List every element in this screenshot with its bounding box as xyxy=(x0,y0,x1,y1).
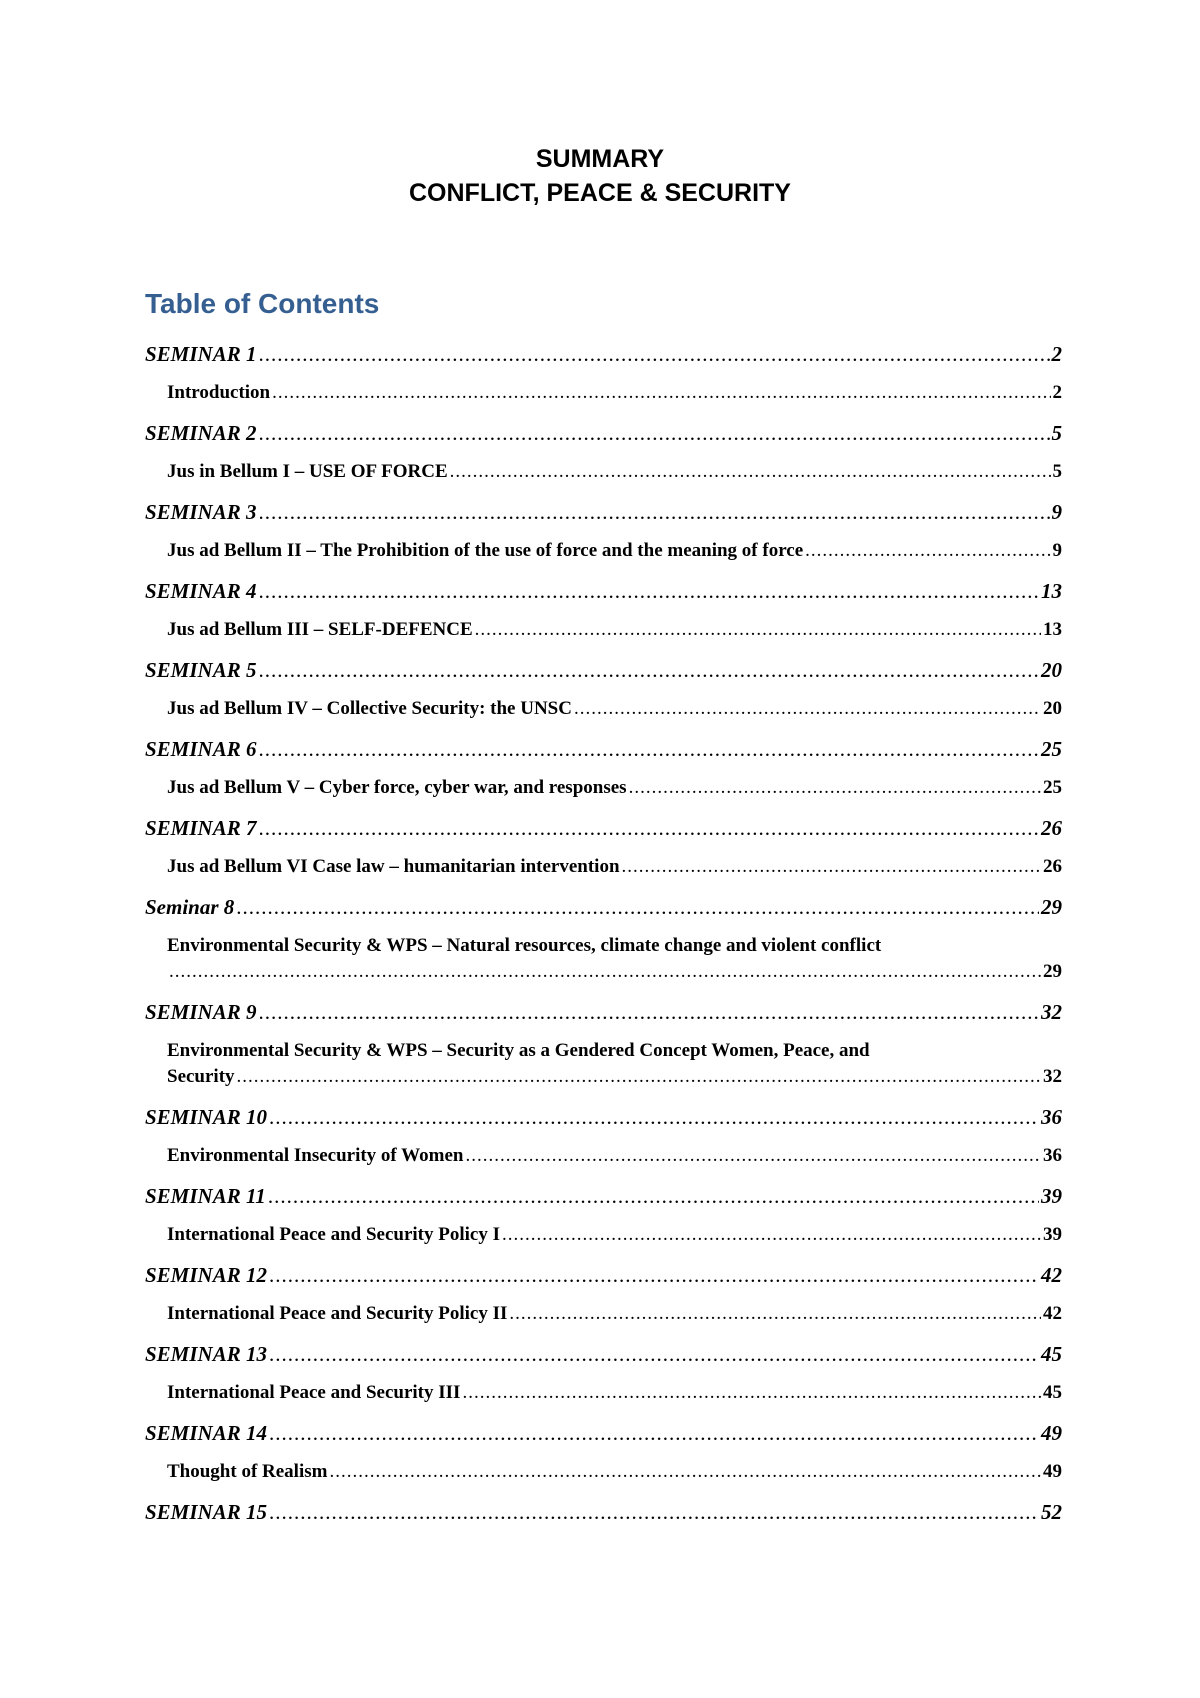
toc-entry-environmental-security-gendered-concept[interactable]: Environmental Security & WPS – Security as a Gendered Concept Women, Peace, and Security ..... 32 xyxy=(145,1038,1062,1090)
toc-entry-jus-in-bellum-i[interactable]: Jus in Bellum I – USE OF FORCE ..... 5 xyxy=(145,459,1062,498)
toc-entry-environmental-security-natural-resources[interactable]: Environmental Security & WPS – Natural resources, climate change and violent conflict ..... 29 xyxy=(145,933,1062,985)
toc-entry-thought-of-realism[interactable]: Thought of Realism ..... 49 xyxy=(145,1459,1062,1498)
toc-entry-seminar-13[interactable]: SEMINAR 13 ..... 45 xyxy=(145,1340,1062,1380)
toc-entry-seminar-4[interactable]: SEMINAR 4 ..... 13 xyxy=(145,577,1062,617)
toc-entry-seminar-15[interactable]: SEMINAR 15 ..... 52 xyxy=(145,1498,1062,1538)
toc-entry-seminar-2[interactable]: SEMINAR 2 ..... 5 xyxy=(145,419,1062,459)
toc-entry-introduction[interactable]: Introduction ..... 2 xyxy=(145,380,1062,419)
toc-entry-jus-ad-bellum-vi[interactable]: Jus ad Bellum VI Case law – humanitarian intervention ..... 26 xyxy=(145,854,1062,893)
toc-entry-seminar-10[interactable]: SEMINAR 10 ..... 36 xyxy=(145,1103,1062,1143)
toc-entry-jus-ad-bellum-v[interactable]: Jus ad Bellum V – Cyber force, cyber war, and responses ..... 25 xyxy=(145,775,1062,814)
toc-entry-seminar-1[interactable]: SEMINAR 1 ..... 2 xyxy=(145,340,1062,380)
toc-entry-seminar-12[interactable]: SEMINAR 12 ..... 42 xyxy=(145,1261,1062,1301)
document-title xyxy=(0,142,1200,210)
toc-entry-peace-security-policy-ii[interactable]: International Peace and Security Policy II ..... 42 xyxy=(145,1301,1062,1340)
toc-entry-seminar-5[interactable]: SEMINAR 5 ..... 20 xyxy=(145,656,1062,696)
toc-entry-jus-ad-bellum-iv[interactable]: Jus ad Bellum IV – Collective Security: the UNSC ..... 20 xyxy=(145,696,1062,735)
toc-entry-seminar-3[interactable]: SEMINAR 3 ..... 9 xyxy=(145,498,1062,538)
toc-entry-seminar-6[interactable]: SEMINAR 6 ..... 25 xyxy=(145,735,1062,775)
toc-entry-jus-ad-bellum-iii[interactable]: Jus ad Bellum III – SELF-DEFENCE ..... 13 xyxy=(145,617,1062,656)
toc-entry-peace-security-policy-i[interactable]: International Peace and Security Policy I ..... 39 xyxy=(145,1222,1062,1261)
toc-entry-jus-ad-bellum-ii[interactable]: Jus ad Bellum II – The Prohibition of the use of force and the meaning of force ..... 9 xyxy=(145,538,1062,577)
toc-heading: Table of Contents xyxy=(145,288,380,319)
toc-entry-seminar-11[interactable]: SEMINAR 11 ..... 39 xyxy=(145,1182,1062,1222)
toc-entry-seminar-7[interactable]: SEMINAR 7 ..... 26 xyxy=(145,814,1062,854)
title-line-course: CONFLICT, PEACE & SECURITY xyxy=(409,179,791,207)
toc-entry-peace-security-iii[interactable]: International Peace and Security III ..... 45 xyxy=(145,1380,1062,1419)
toc-entry-seminar-14[interactable]: SEMINAR 14 ..... 49 xyxy=(145,1419,1062,1459)
toc-entry-environmental-insecurity-of-women[interactable]: Environmental Insecurity of Women ..... 36 xyxy=(145,1143,1062,1182)
title-line-summary: SUMMARY xyxy=(535,145,665,173)
toc-entry-seminar-9[interactable]: SEMINAR 9 ..... 32 xyxy=(145,998,1062,1038)
toc-entry-seminar-8[interactable]: Seminar 8 ..... 29 xyxy=(145,893,1062,933)
table-of-contents xyxy=(145,340,1062,1538)
